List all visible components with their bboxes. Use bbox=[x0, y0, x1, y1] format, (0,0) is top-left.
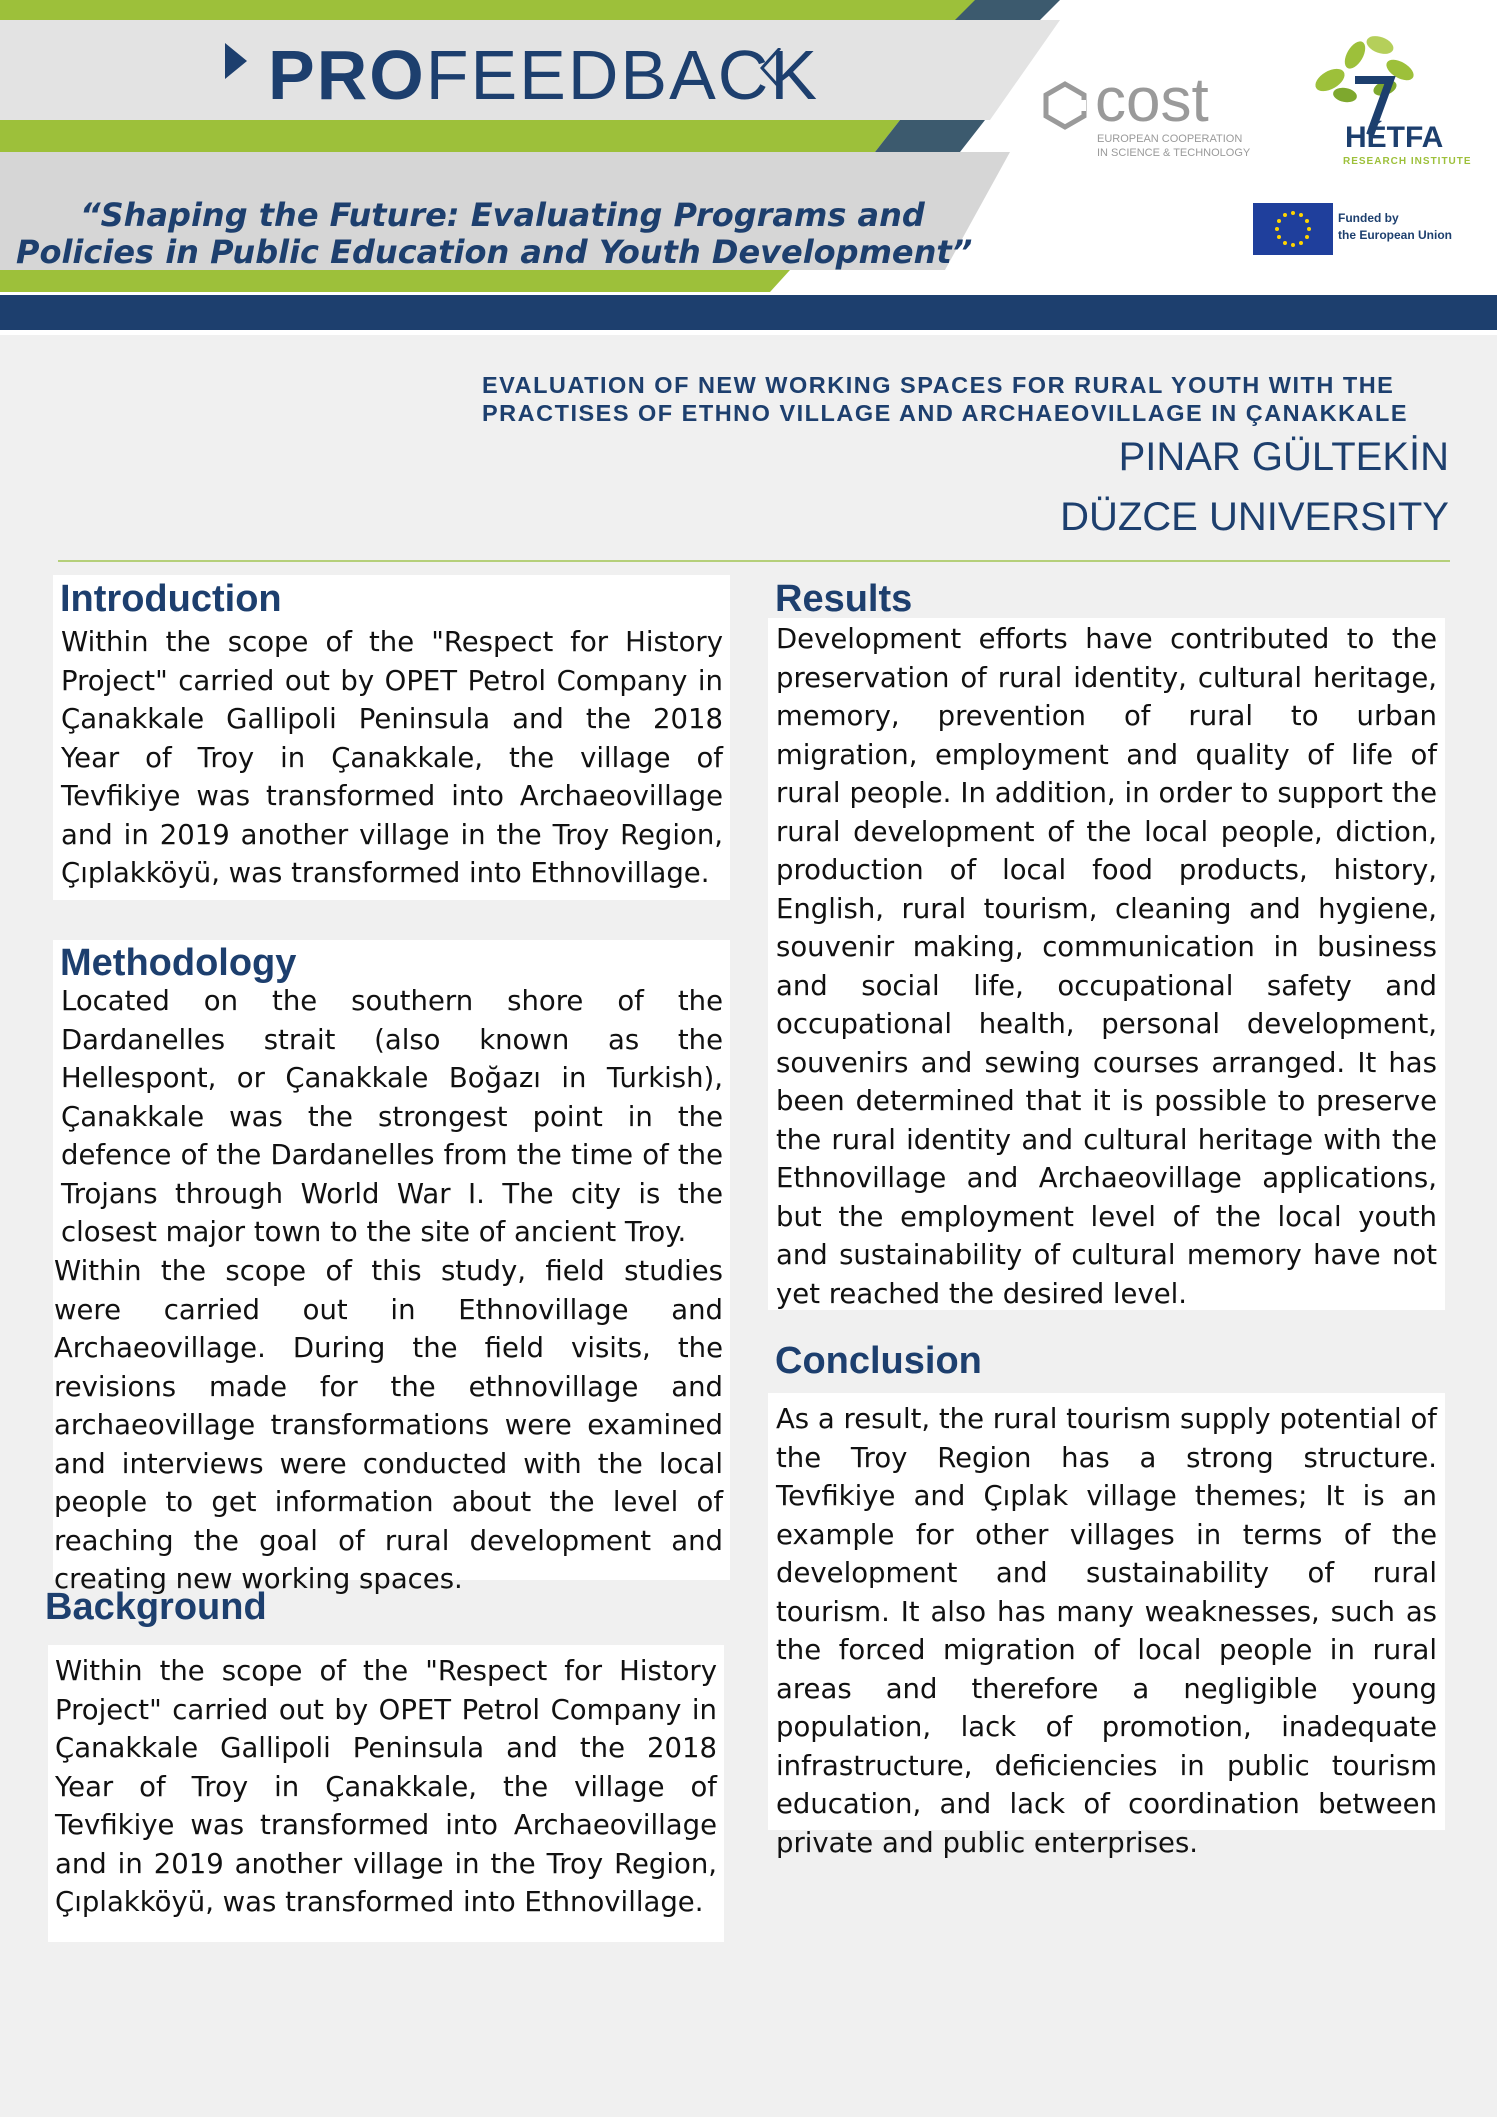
author-name: PINAR GÜLTEKİN bbox=[1118, 435, 1449, 479]
poster-header bbox=[0, 0, 1497, 335]
eu-funding-line1: Funded by bbox=[1338, 211, 1399, 225]
conclusion-text: As a result, the rural tourism supply potential of the Troy Region has a strong structure. Tevfikiye and Çıplak village themes; It is an example for other villages in terms of the development and sustainability of rural tourism. It also has many weaknesses, such as the forced migration of local people in rural areas and therefore a negligible young population, lack of promotion, inadequate infrastructure, deficiencies in public tourism education, and lack of coordination between private and public enterprises. bbox=[776, 1403, 1437, 1859]
methodology-heading: Methodology bbox=[60, 942, 297, 984]
cost-logo bbox=[1040, 80, 1090, 134]
eu-funding-line2: the European Union bbox=[1338, 228, 1452, 242]
paper-title-line1: EVALUATION OF NEW WORKING SPACES FOR RURAL YOUTH WITH THE bbox=[482, 372, 1395, 398]
eu-flag-icon bbox=[1253, 203, 1333, 259]
methodology-text-2: Within the scope of this study, field studies were carried out in Ethnovillage and Archaeovillage. During the field visits, the revisions made for the ethnovillage and archaeovillage transformations were examined and interviews were conducted with the local people to get information about the level of reaching the goal of rural development and creating new working spaces. bbox=[54, 1255, 723, 1595]
cost-line1: EUROPEAN COOPERATION bbox=[1097, 133, 1243, 145]
author-affiliation: DÜZCE UNIVERSITY bbox=[1060, 495, 1449, 539]
conclusion-heading: Conclusion bbox=[775, 1340, 982, 1382]
results-text: Development efforts have contributed to the preservation of rural identity, cultural heritage, memory, prevention of rural to urban migration, employment and quality of life of rural people. In addition, in order to support the rural development of the local people, diction, production of local food products, history, English, rural tourism, cleaning and hygiene, souvenir making, communication in business and social life, occupational safety and occupational health, personal development, souvenirs and sewing courses arranged. It has been determined that it is possible to preserve the rural identity and cultural heritage with the Ethnovillage and Archaeovillage applications, but the employment level of the local youth and sustainability of cultural memory have not yet reached the desired level. bbox=[776, 623, 1437, 1310]
introduction-text: Within the scope of the "Respect for History Project" carried out by OPET Petrol Company in Çanakkale Gallipoli Peninsula and the 2018 Year of Troy in Çanakkale, the village of Tevfikiye was transformed into Archaeovillage and in 2019 another village in the Troy Region, Çıplakköyü, was transformed into Ethnovillage. bbox=[61, 626, 723, 889]
results-heading: Results bbox=[775, 578, 913, 620]
hetfa-sub: RESEARCH INSTITUTE bbox=[1343, 156, 1472, 167]
hetfa-name: HÉTFA bbox=[1345, 121, 1444, 154]
background-heading: Background bbox=[45, 1586, 267, 1628]
brand-wordmark bbox=[268, 36, 820, 114]
cost-line2: IN SCIENCE & TECHNOLOGY bbox=[1097, 147, 1251, 159]
brand-play-icon bbox=[225, 43, 247, 83]
background-text: Within the scope of the "Respect for History Project" carried out by OPET Petrol Company in Çanakkale Gallipoli Peninsula and the 2018 Year of Troy in Çanakkale, the village of Tevfikiye was transformed into Archaeovillage and in 2019 another village in the Troy Region, Çıplakköyü, was transformed into Ethnovillage. bbox=[55, 1655, 717, 1918]
section-divider bbox=[58, 560, 1450, 562]
brand-bold: PRO bbox=[268, 36, 426, 114]
brand-back-icon bbox=[760, 48, 782, 92]
brand-light: FEEDBACK bbox=[425, 36, 820, 114]
cost-name: cost bbox=[1095, 66, 1209, 135]
introduction-heading: Introduction bbox=[60, 578, 282, 620]
methodology-text-1: Located on the southern shore of the Dardanelles strait (also known as the Hellespont, or Çanakkale Boğazı in Turkish), Çanakkale was the strongest point in the defence of the Dardanelles from the time of the Trojans through World War I. The city is the closest major town to the site of ancient Troy. bbox=[61, 985, 723, 1248]
cost-hexagon-icon bbox=[1040, 80, 1090, 130]
paper-title-line2: PRACTISES OF ETHNO VILLAGE AND ARCHAEOVILLAGE IN ÇANAKKALE bbox=[482, 400, 1409, 426]
conference-theme-line1: “Shaping the Future: Evaluating Programs and bbox=[80, 196, 925, 234]
conference-theme-line2: Policies in Public Education and Youth Development” bbox=[16, 233, 973, 271]
